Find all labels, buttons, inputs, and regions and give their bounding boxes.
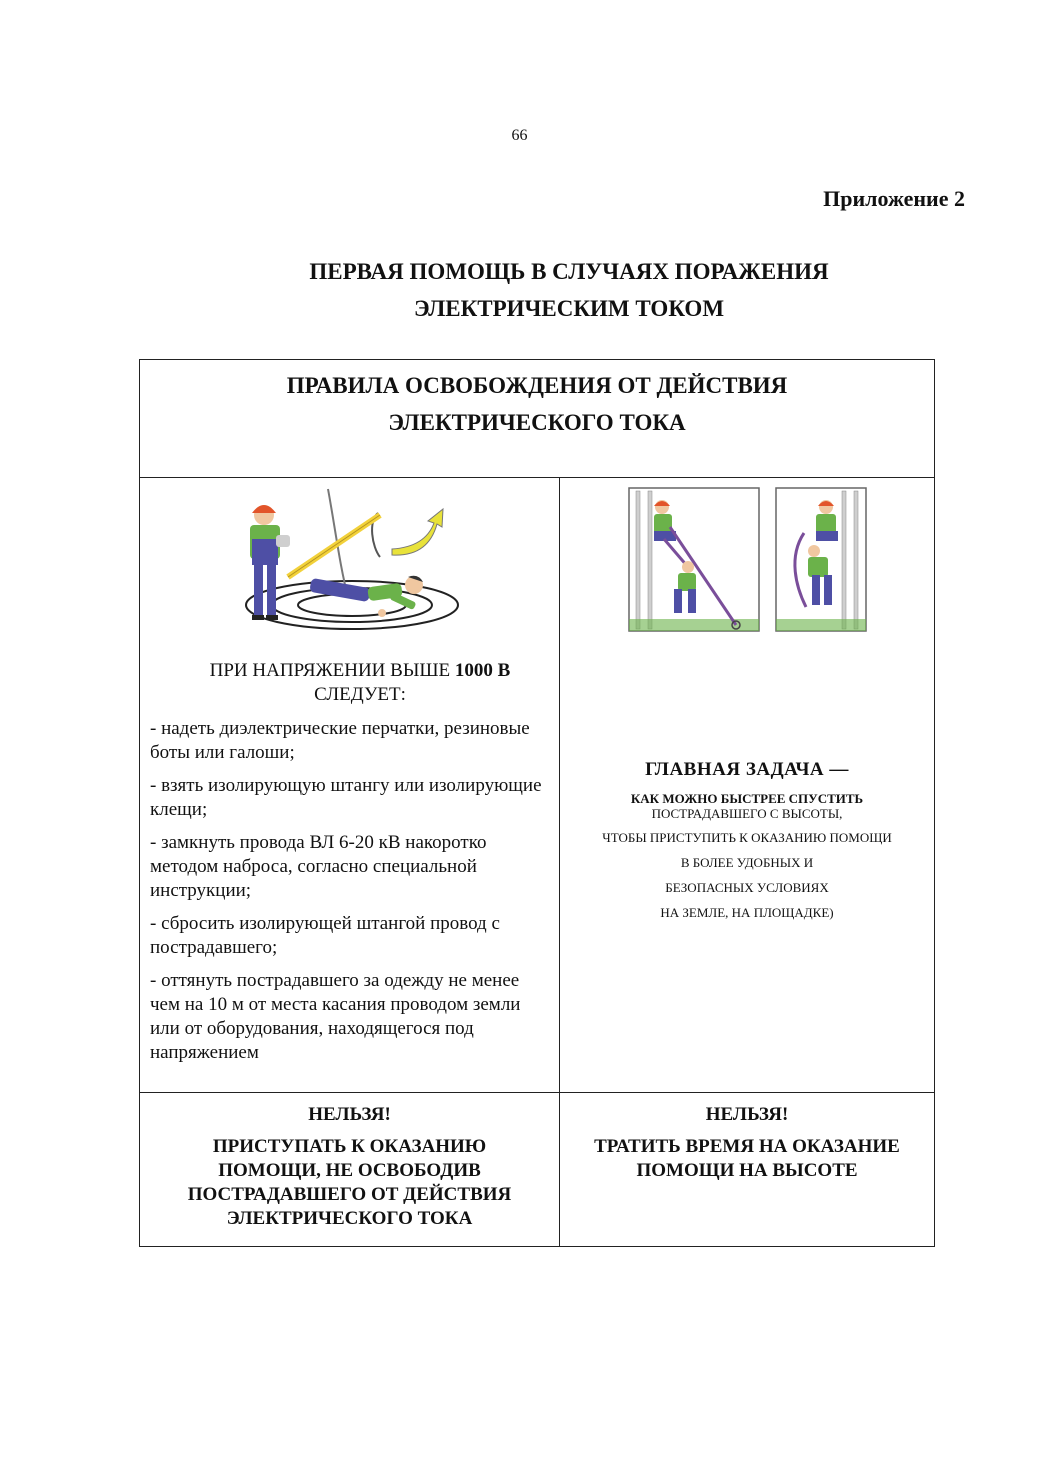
voltage-suffix: СЛЕДУЕТ:	[314, 684, 406, 705]
prohibition-text: ПРИСТУПАТЬ К ОКАЗАНИЮ ПОМОЩИ, НЕ ОСВОБОДИВ ПОСТРАДАВШЕГО ОТ ДЕЙСТВИЯ ЭЛЕКТРИЧЕСКОГО ТОКА	[187, 1136, 512, 1229]
page-title-line-2: ЭЛЕКТРИЧЕСКИМ ТОКОМ	[413, 296, 725, 321]
prohibition-label: НЕЛЬЗЯ!	[705, 1104, 789, 1125]
release-steps-list	[150, 717, 550, 1074]
page-title-line-1: ПЕРВАЯ ПОМОЩЬ В СЛУЧАЯХ ПОРАЖЕНИЯ	[309, 259, 829, 284]
main-task-line: В БОЛЕЕ УДОБНЫХ И	[680, 855, 814, 870]
main-task-line: БЕЗОПАСНЫХ УСЛОВИЯХ	[665, 880, 829, 895]
page-title	[0, 253, 1039, 327]
table-header-line-1: ПРАВИЛА ОСВОБОЖДЕНИЯ ОТ ДЕЙСТВИЯ	[286, 373, 788, 398]
prohibition-text: ТРАТИТЬ ВРЕМЯ НА ОКАЗАНИЕ ПОМОЩИ НА ВЫСОТЕ	[594, 1136, 900, 1181]
list-item: - оттянуть пострадавшего за одежду не менее чем на 10 м от места касания проводом земли или от оборудования, находящегося под напряжением	[150, 970, 521, 1063]
list-item: - сбросить изолирующей штангой провод с пострадавшего;	[150, 913, 500, 958]
prohibition-left	[140, 1093, 559, 1246]
rescue-with-pole-illustration	[240, 487, 460, 632]
main-task-line: ЧТОБЫ ПРИСТУПИТЬ К ОКАЗАНИЮ ПОМОЩИ	[602, 830, 892, 845]
appendix-label: Приложение 2	[823, 186, 965, 211]
rules-table	[139, 359, 935, 1247]
list-item: - надеть диэлектрические перчатки, резиновые боты или галоши;	[150, 718, 530, 763]
voltage-condition	[140, 659, 580, 707]
main-task-line: ПОСТРАДАВШЕГО С ВЫСОТЫ,	[651, 806, 843, 821]
list-item: - замкнуть провода ВЛ 6-20 кВ накоротко методом наброса, согласно специальной инструкции;	[150, 832, 487, 901]
main-task-line: НА ЗЕМЛЕ, НА ПЛОЩАДКЕ)	[660, 905, 834, 920]
main-task-block	[560, 759, 934, 925]
voltage-prefix: ПРИ НАПРЯЖЕНИИ ВЫШЕ	[209, 660, 455, 681]
rescue-from-height-illustration	[628, 487, 868, 633]
voltage-value: 1000 В	[454, 660, 511, 681]
table-header-line-2: ЭЛЕКТРИЧЕСКОГО ТОКА	[388, 410, 686, 435]
height-rescue-cell	[560, 479, 934, 1092]
main-task-strong: КАК МОЖНО БЫСТРЕЕ СПУСТИТЬ	[630, 791, 864, 806]
high-voltage-cell	[140, 479, 559, 1092]
list-item: - взять изолирующую штангу или изолирующие клещи;	[150, 775, 542, 820]
table-header	[140, 360, 934, 478]
prohibition-label: НЕЛЬЗЯ!	[308, 1104, 391, 1125]
main-task-title: ГЛАВНАЯ ЗАДАЧА —	[645, 759, 849, 780]
page-number: 66	[511, 127, 528, 144]
prohibition-right	[560, 1093, 934, 1246]
